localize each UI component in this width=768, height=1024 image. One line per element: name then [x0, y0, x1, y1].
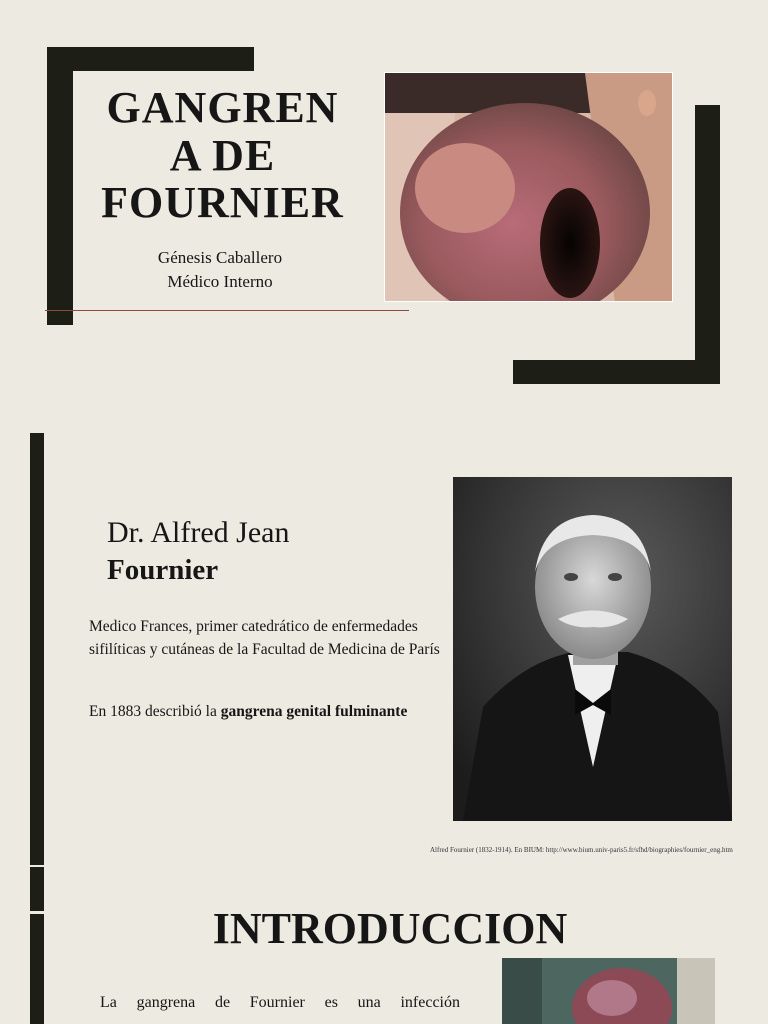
bio2-bold: gangrena genital fulminante: [220, 703, 408, 720]
portrait-caption: Alfred Fournier (1832-1914). En BIUM: http://www.bium.univ-paris5.fr/sfhd/biographies/fournier_eng.htm: [430, 846, 733, 854]
slide2-accent-bar-lower: [30, 867, 44, 911]
frame-top-left-vertical: [47, 47, 73, 325]
portrait-photo: [453, 477, 732, 821]
author-name: Génesis Caballero: [157, 248, 283, 267]
doctor-name-line2: Fournier: [107, 554, 219, 586]
slide1-title: [90, 84, 355, 227]
portrait-image: [453, 477, 732, 821]
frame-bottom-right-horizontal: [513, 360, 720, 384]
clinical-photo: [384, 72, 673, 302]
doctor-name-line1: Dr. Alfred Jean: [107, 516, 290, 549]
title-line: A DE: [169, 130, 276, 180]
doctor-bio: Medico Frances, primer catedrático de enfermedades sifilíticas y cutáneas de la Facultad de Medicina de París: [89, 618, 440, 659]
surgery-image: [502, 958, 715, 1024]
title-divider: [45, 310, 409, 311]
intro-text: La gangrena de Fournier es una infección: [100, 994, 460, 1011]
frame-bottom-right-vertical: [695, 105, 720, 384]
doctor-bio-2: [89, 700, 444, 723]
title-line: GANGREN: [106, 83, 339, 132]
surgery-photo: [502, 958, 715, 1024]
slide2-accent-bar: [30, 433, 44, 865]
frame-top-left-horizontal: [47, 47, 254, 71]
slide3-title: INTRODUCCION: [212, 904, 568, 953]
bio2-prefix: En 1883 describió la: [89, 703, 221, 720]
slide3-accent-bar: [30, 914, 44, 1024]
author-role: Médico Interno: [167, 271, 273, 291]
author-block: [120, 246, 320, 294]
clinical-photo-image: [385, 73, 673, 302]
title-line: FOURNIER: [101, 178, 344, 228]
